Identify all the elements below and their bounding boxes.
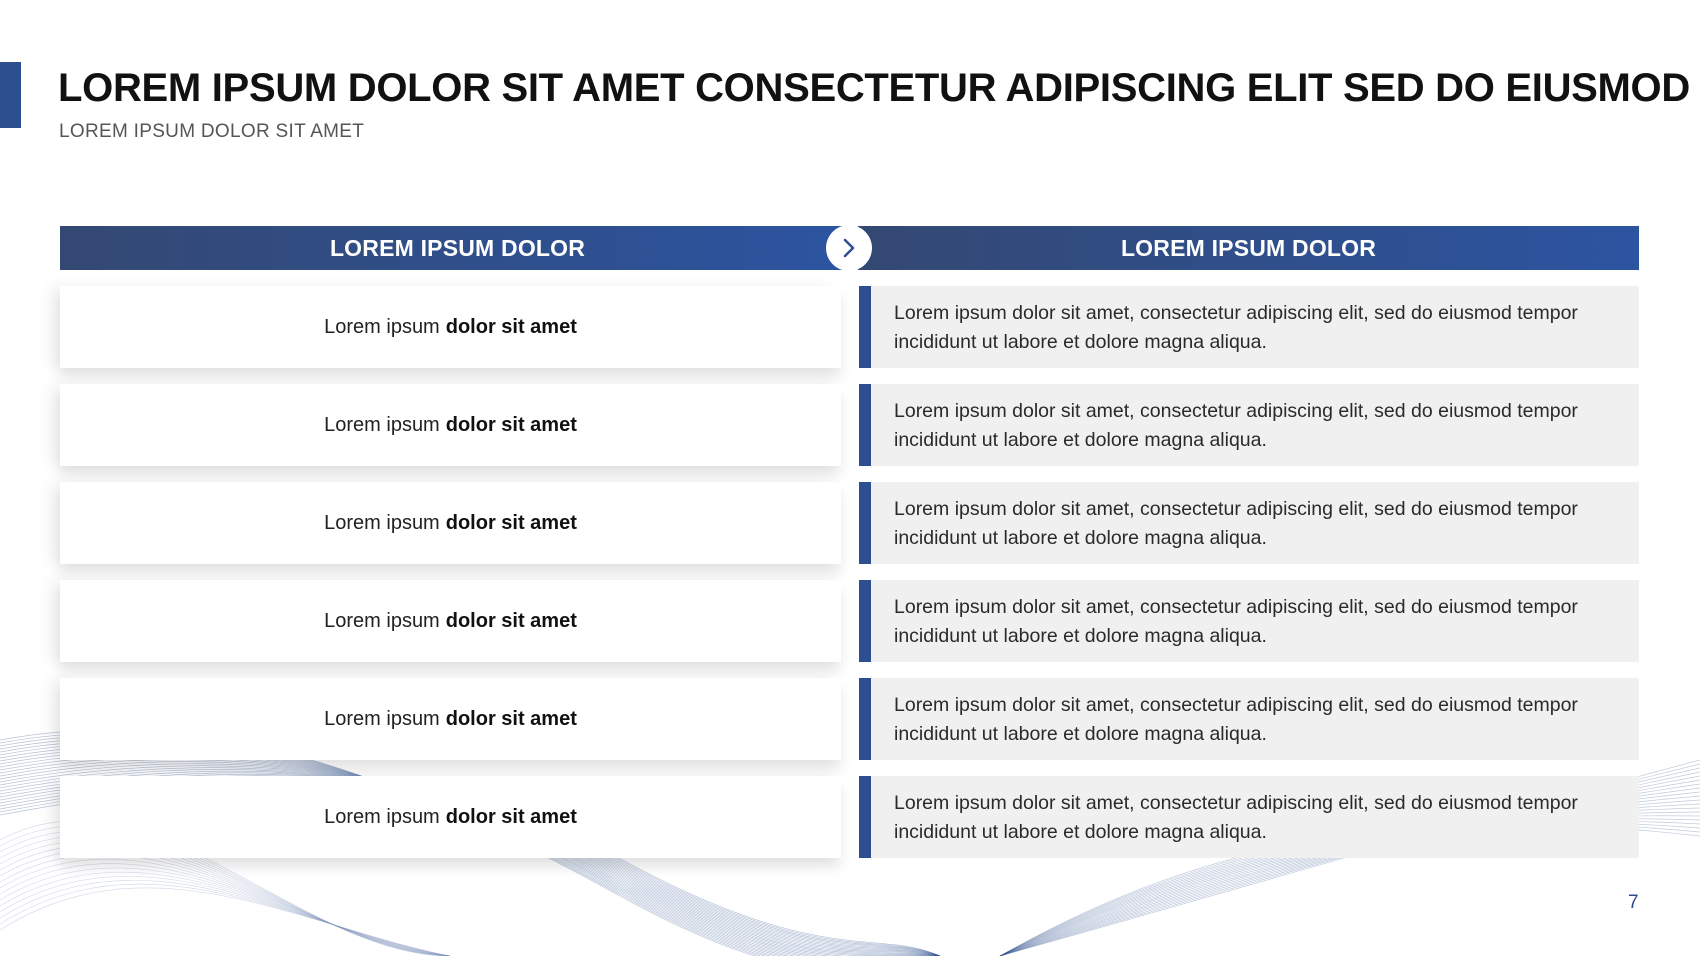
item-label-bold: dolor sit amet [445, 413, 577, 436]
item-label-bold: dolor sit amet [445, 511, 577, 534]
row-accent-stripe [859, 286, 871, 368]
item-label-bold: dolor sit amet [445, 707, 577, 730]
slide-title: LOREM IPSUM DOLOR SIT AMET CONSECTETUR ADIPISCING ELIT SED DO EIUSMOD [58, 66, 1690, 110]
description-row [859, 286, 1639, 368]
item-label: Lorem ipsum [324, 805, 440, 828]
item-label: Lorem ipsum [324, 707, 440, 730]
list-item [60, 286, 841, 368]
row-accent-stripe [859, 580, 871, 662]
list-item [60, 384, 841, 466]
row-description: Lorem ipsum dolor sit amet, consectetur adipiscing elit, sed do eiusmod tempor incididunt ut labore et dolore magna aliqua. [894, 498, 1578, 549]
right-column-header-label: LOREM IPSUM DOLOR [1120, 234, 1377, 261]
chevron-right-icon [826, 225, 872, 271]
description-row [859, 776, 1639, 858]
right-column-header [858, 226, 1639, 270]
item-label-bold: dolor sit amet [445, 805, 577, 828]
title-accent-bar [0, 62, 21, 128]
item-label: Lorem ipsum [324, 315, 440, 338]
description-row [859, 580, 1639, 662]
item-label: Lorem ipsum [324, 413, 440, 436]
description-row [859, 384, 1639, 466]
left-column-header [60, 226, 855, 270]
item-label: Lorem ipsum [324, 511, 440, 534]
row-description: Lorem ipsum dolor sit amet, consectetur adipiscing elit, sed do eiusmod tempor incididunt ut labore et dolore magna aliqua. [894, 400, 1578, 451]
description-row [859, 482, 1639, 564]
left-column-header-label: LOREM IPSUM DOLOR [329, 234, 586, 261]
row-description: Lorem ipsum dolor sit amet, consectetur adipiscing elit, sed do eiusmod tempor incididunt ut labore et dolore magna aliqua. [894, 302, 1578, 353]
list-item [60, 678, 841, 760]
page-number: 7 [1628, 892, 1639, 913]
row-description: Lorem ipsum dolor sit amet, consectetur adipiscing elit, sed do eiusmod tempor incididunt ut labore et dolore magna aliqua. [894, 792, 1578, 843]
row-description: Lorem ipsum dolor sit amet, consectetur adipiscing elit, sed do eiusmod tempor incididunt ut labore et dolore magna aliqua. [894, 596, 1578, 647]
item-label-bold: dolor sit amet [445, 315, 577, 338]
row-accent-stripe [859, 678, 871, 760]
list-item [60, 580, 841, 662]
row-accent-stripe [859, 482, 871, 564]
row-description: Lorem ipsum dolor sit amet, consectetur adipiscing elit, sed do eiusmod tempor incididunt ut labore et dolore magna aliqua. [894, 694, 1578, 745]
description-row [859, 678, 1639, 760]
slide-subtitle: LOREM IPSUM DOLOR SIT AMET [59, 121, 365, 142]
item-label: Lorem ipsum [324, 609, 440, 632]
row-accent-stripe [859, 776, 871, 858]
list-item [60, 482, 841, 564]
item-label-bold: dolor sit amet [445, 609, 577, 632]
row-accent-stripe [859, 384, 871, 466]
list-item [60, 776, 841, 858]
